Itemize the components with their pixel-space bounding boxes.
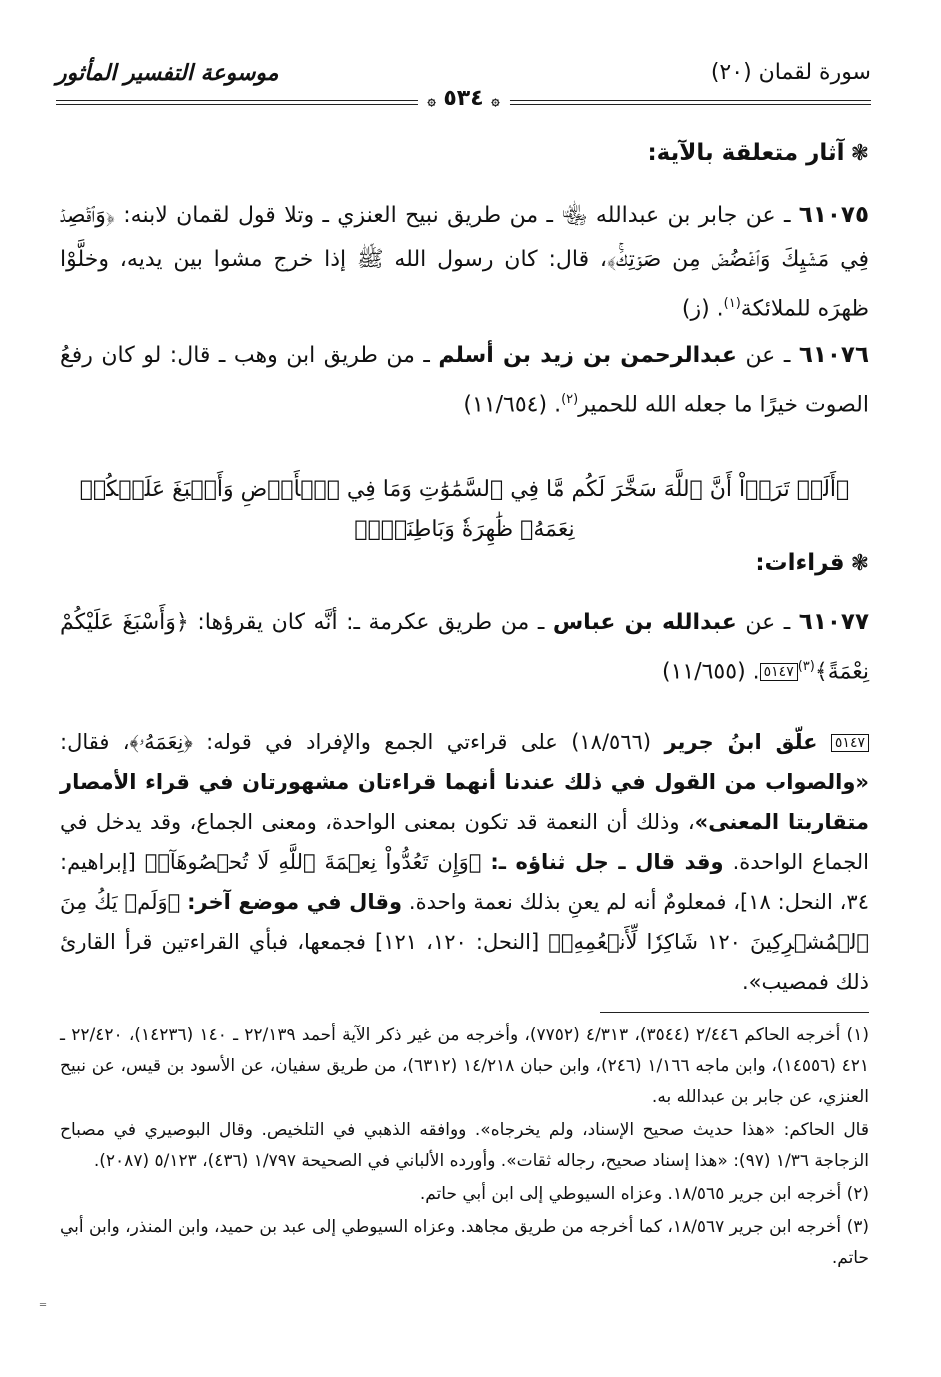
entry-number: ٦١٠٧٧ [798,609,869,635]
commentary-text: ﴿وَلَمۡ يَكُ مِنَ ٱلۡمُشۡرِكِينَ ١٢٠ شَاكِرٗا لِّأَنۡعُمِهِۚ﴾ [النحل: ١٢٠، ١٢١] فجمعها، فبأي القراءتين قرأ القارئ ذلك فمصيب». [60,890,869,994]
commentary-lead: علّق ابنُ جرير [664,730,818,754]
narrator-name: عبدالله بن عباس [552,610,737,635]
entry-tail: . (ز) [681,296,724,322]
entry-text: ـ من طريق عكرمة ـ: أنَّه كان يقرؤها: ﴿وَأَسْبَغَ عَلَيْكُمْ نِعْمَةً﴾ [60,610,869,685]
quran-verse: ﴿أَلَمۡ تَرَوۡاْ أَنَّ ٱللَّهَ سَخَّرَ لَكُم مَّا فِي ٱلسَّمَٰوَٰتِ وَمَا فِي ٱلۡأَرۡضِ وَأَسۡبَغَ عَلَيۡكُمۡ نِعَمَهُۥ ظَٰهِرَةٗ وَبَاطِنَةٗۗ﴾ [79,477,850,542]
flower-ornament-icon: ❃ [850,551,869,576]
footnote-2: (٢) أخرجه ابن جرير ١٨/٥٦٥. وعزاه السيوطي إلى ابن أبي حاتم. [419,1184,869,1204]
commentary-bold: وقد قال ـ جل ثناؤه ـ: [490,850,724,874]
footnote-ref: (٣) [797,659,815,674]
series-title: موسوعة التفسير المأثور [56,60,279,86]
narrator-name: عبدالرحمن بن زيد بن أسلم [438,343,737,368]
page-header [56,58,871,111]
entry-number: ٦١٠٧٥ [798,202,869,228]
footnote-1: (١) أخرجه الحاكم ٢/٤٤٦ (٣٥٤٤)، ٤/٣١٣ (٧٧٥٢)، وأخرجه من غير ذكر الآية أحمد ٢٢/١٣٩ ـ ١٤٠ (١٤٢٣٦)، ٢٢/٤٢٠ ـ ٤٢١ (١٤٥٥٦)، وابن ماجه ١/١٦٦ (٢٤٦)، وابن حبان ١٤/٢١٨ (٦٣١٢)، من طريق سفيان، عن الأسود بن قيس، عن نبيح العنزي، عن جابر بن عبدالله به. [60,1025,870,1107]
entry-tail: . (١١/٦٥٥) [661,659,760,685]
surah-title: سورة لقمان (٢٠) [710,60,871,85]
commentary-text: ﴿وَإِن تَعُدُّواْ نِعۡمَةَ ٱللَّهِ لَا تُحۡصُوهَآۗ﴾ [إبراهيم: ٣٤، النحل: ١٨]، فمعلومٌ أنه لم يعنِ بذلك نعمة واحدة. [60,850,869,914]
footnote-ref: (١) [723,296,741,311]
entry-pre: ـ عن [745,610,791,635]
entry-tail: . (١١/٦٥٤) [463,392,562,418]
commentary-block [60,722,869,1002]
entry-text: ـ من طريق ابن وهب ـ قال: لو كان رفعُ الصوت خيرًا ما جعله الله للحمير [60,343,869,418]
footnote-ref: (٢) [561,392,579,407]
entry-text: ـ عن جابر بن عبدالله ﵄ ـ من طريق نبيح العنزي ـ وتلا قول لقمان لابنه: ﴿وَٱقۡصِدۡ فِي مَشۡيِكَ وَٱغۡضُضۡ مِن صَوۡتِكَۚ﴾، قال: كان رسول الله ﷺ إذا خرج مشوا بين يديه، وخلَّوْا ظهرَه للملائكة [60,203,869,322]
commentary-quote: «والصواب من القول في ذلك عندنا أنهما قراءتان مشهورتان في قراء الأمصار متقاربتا المعنى» [60,770,869,834]
commentary-text: (١٨/٥٦٦) على قراءتي الجمع والإفراد في قوله: ﴿نِعَمَهُۥ﴾، فقال: [60,730,652,754]
section-heading-qiraat: ❃قراءات: [755,550,869,576]
ornament-icon: ۞ [427,93,436,109]
entry-61075 [60,193,869,331]
page-number-value: ٥٣٤ [443,86,484,111]
commentary-box-number: ٥١٤٧ [831,734,869,752]
flower-ornament-icon: ❃ [850,141,869,166]
footnote-3: (٣) أخرجه ابن جرير ١٨/٥٦٧، كما أخرجه من طريق مجاهد. وعزاه السيوطي إلى عبد بن حميد، وابن المنذر، وابن أبي حاتم. [60,1217,869,1268]
page-number [417,86,509,111]
commentary-text: ، وذلك أن النعمة قد تكون بمعنى الواحدة، ومعنى الجماع، وقد يدخل في الجماع الواحدة. [60,810,869,874]
section-heading-athar: ❃آثار متعلقة بالآية: [647,140,869,166]
footnote-separator [600,1012,869,1013]
commentary-bold: وقال في موضع آخر: [187,890,403,914]
corner-mark: ═ [40,1300,47,1311]
cross-ref-box: ٥١٤٧ [760,663,798,681]
entry-pre: ـ عن [745,343,791,368]
ornament-icon: ۞ [491,93,500,109]
footnotes [60,1020,869,1276]
entry-number: ٦١٠٧٦ [798,342,870,368]
entry-61077 [60,600,869,694]
entry-61076 [60,333,869,427]
footnote-1-continued: قال الحاكم: «هذا حديث صحيح الإسناد، ولم يخرجاه». ووافقه الذهبي في التلخيص. وقال البوصيري في مصباح الزجاجة ١/٣٦ (٩٧): «هذا إسناد صحيح، رجاله ثقات». وأورده الألباني في الصحيحة ١/٧٩٧ (٤٣٦)، ٥/١٢٣ (٢٠٨٧). [60,1120,869,1171]
